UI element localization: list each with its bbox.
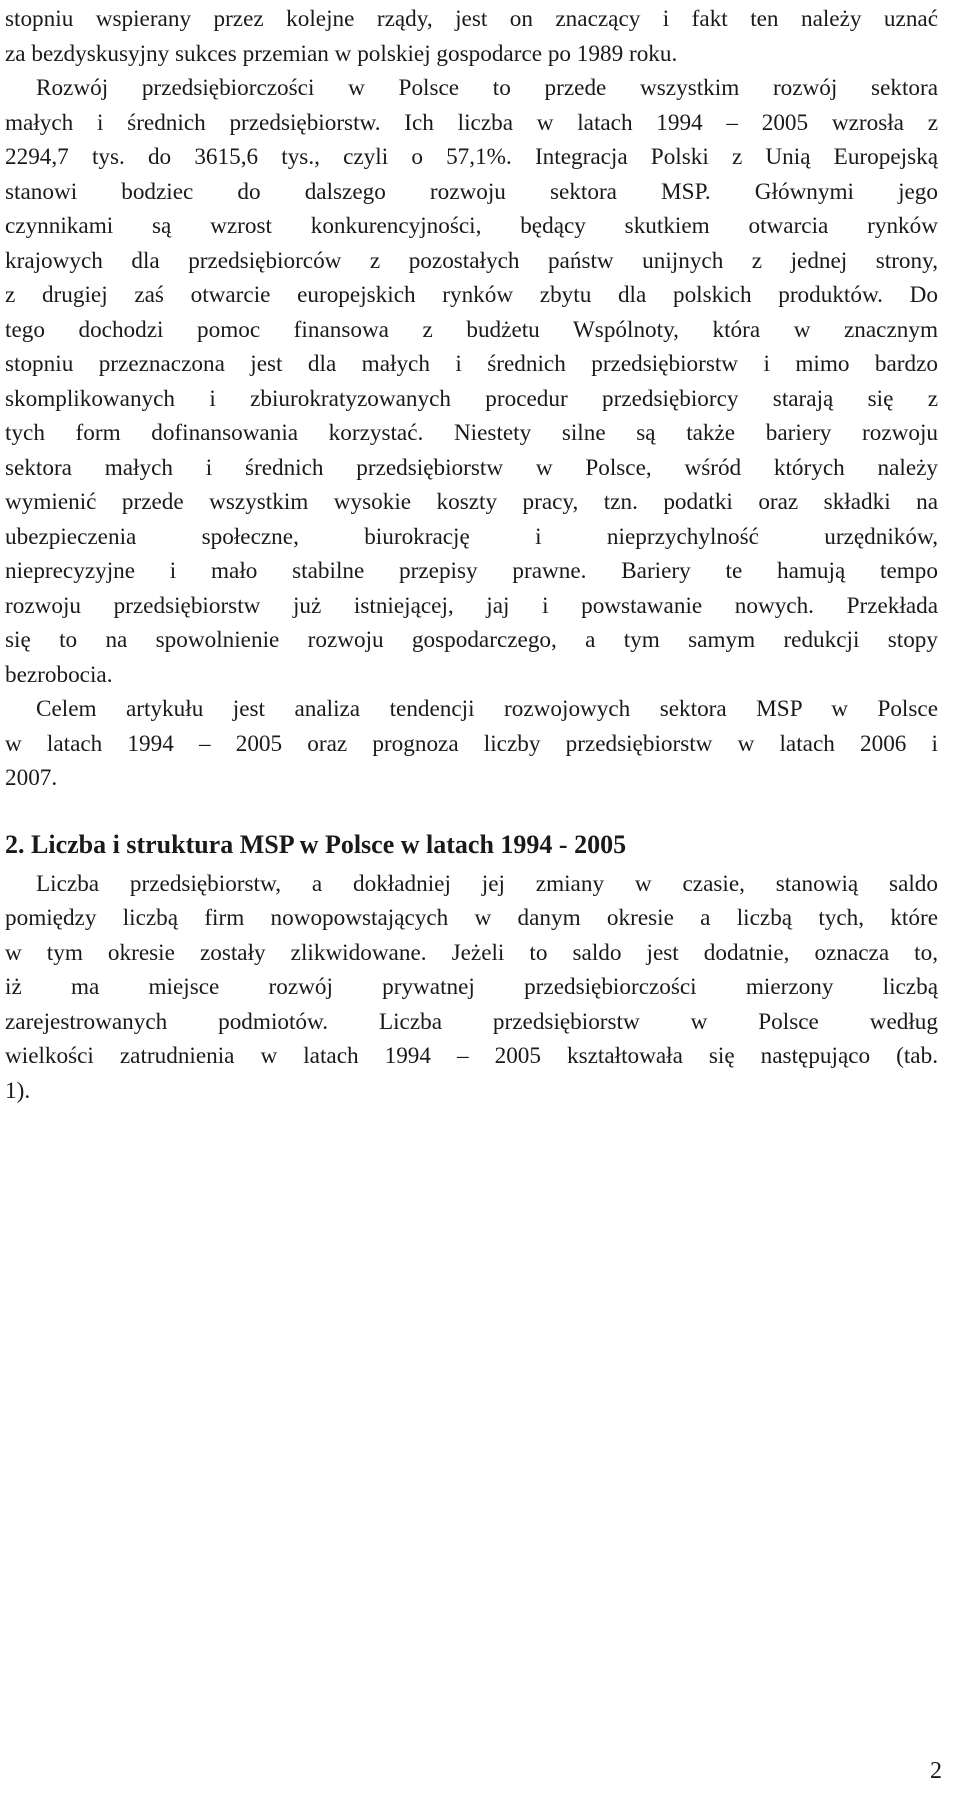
text-line: zarejestrowanych podmiotów. Liczba przedsiębiorstw w Polsce według — [5, 1008, 938, 1035]
section-heading: 2. Liczba i struktura MSP w Polsce w latach 1994 - 2005 — [5, 829, 627, 859]
body-text — [5, 2, 938, 1108]
text-line: w tym okresie zostały zlikwidowane. Jeżeli to saldo jest dodatnie, oznacza to, — [5, 939, 938, 966]
text-line: Rozwój przedsiębiorczości w Polsce to przede wszystkim rozwój sektora — [36, 75, 938, 101]
text-line: sektora małych i średnich przedsiębiorstw w Polsce, wśród których należy — [5, 454, 938, 481]
text-line: czynnikami są wzrost konkurencyjności, będący skutkiem otwarcia rynków — [5, 213, 938, 239]
text-line: pomiędzy liczbą firm nowopowstających w danym okresie a liczbą tych, które — [5, 905, 938, 931]
text-line: stanowi bodziec do dalszego rozwoju sektora MSP. Głównymi jego — [5, 178, 938, 205]
text-line: Liczba przedsiębiorstw, a dokładniej jej zmiany w czasie, stanowią saldo — [36, 870, 938, 897]
section-gap — [5, 796, 938, 818]
text-line: bezrobocia. — [5, 661, 113, 688]
text-line: tych form dofinansowania korzystać. Niestety silne są także bariery rozwoju — [5, 420, 938, 446]
text-line: z drugiej zaś otwarcie europejskich rynków zbytu dla polskich produktów. Do — [5, 282, 938, 308]
text-line: skomplikowanych i zbiurokratyzowanych procedur przedsiębiorcy starają się z — [5, 385, 938, 412]
text-line: małych i średnich przedsiębiorstw. Ich liczba w latach 1994 – 2005 wzrosła z — [5, 109, 938, 136]
text-line: ubezpieczenia społeczne, biurokrację i nieprzychylność urzędników, — [5, 523, 938, 550]
text-line: za bezdyskusyjny sukces przemian w polskiej gospodarce po 1989 roku. — [5, 40, 678, 67]
paragraph-continuation — [5, 2, 938, 71]
text-line: rozwoju przedsiębiorstw już istniejącej, jaj i powstawanie nowych. Przekłada — [5, 592, 938, 619]
text-line: tego dochodzi pomoc finansowa z budżetu Wspólnoty, która w znacznym — [5, 316, 938, 343]
text-line: iż ma miejsce rozwój prywatnej przedsiębiorczości mierzony liczbą — [5, 974, 938, 1000]
text-line: wielkości zatrudnienia w latach 1994 – 2005 kształtowała się następująco (tab. — [5, 1043, 938, 1069]
text-line: Celem artykułu jest analiza tendencji rozwojowych sektora MSP w Polsce — [36, 696, 938, 722]
text-line: krajowych dla przedsiębiorców z pozostałych państw unijnych z jednej strony, — [5, 247, 938, 274]
text-line: się to na spowolnienie rozwoju gospodarczego, a tym samym redukcji stopy — [5, 627, 938, 653]
page-number: 2 — [930, 1758, 942, 1784]
text-line: w latach 1994 – 2005 oraz prognoza liczby przedsiębiorstw w latach 2006 i — [5, 730, 938, 757]
text-line: wymienić przede wszystkim wysokie koszty pracy, tzn. podatki oraz składki na — [5, 489, 938, 515]
text-line: 1). — [5, 1077, 31, 1104]
text-line: stopniu wspierany przez kolejne rządy, jest on znaczący i fakt ten należy uznać — [5, 6, 938, 32]
paragraph-section-body — [5, 867, 938, 1109]
text-line: nieprecyzyjne i mało stabilne przepisy prawne. Bariery te hamują tempo — [5, 558, 938, 584]
text-line: stopniu przeznaczona jest dla małych i średnich przedsiębiorstw i mimo bardzo — [5, 351, 938, 377]
paragraph-msp-development — [5, 71, 938, 692]
text-line: 2007. — [5, 765, 58, 791]
paragraph-article-aim — [5, 692, 938, 796]
text-line: 2294,7 tys. do 3615,6 tys., czyli o 57,1%. Integracja Polski z Unią Europejską — [5, 144, 938, 170]
